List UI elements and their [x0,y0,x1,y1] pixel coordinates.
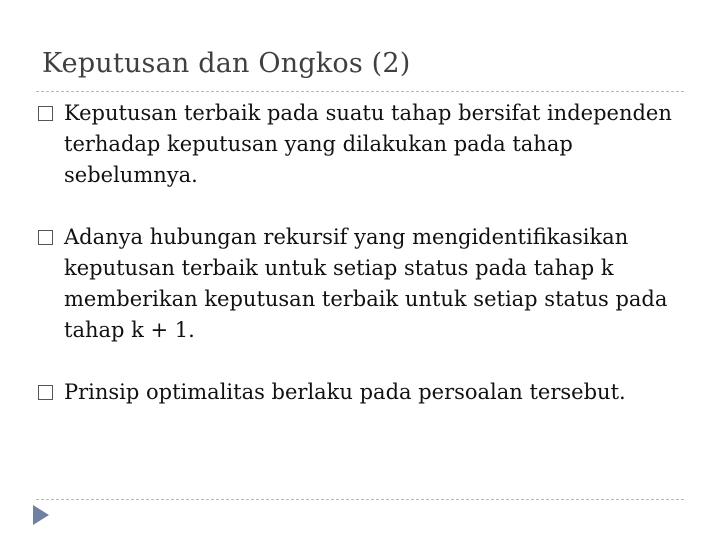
bullet-item [36,222,696,346]
bullet-text: Adanya hubungan rekursif yang mengidentifikasikan keputusan terbaik untuk setiap status pada tahap k memberikan keputusan terbaik untuk setiap status pada tahap k + 1. [64,225,668,342]
bullet-text: Keputusan terbaik pada suatu tahap bersifat independen terhadap keputusan yang dilakukan pada tahap sebelumnya. [64,101,672,187]
bullet-item [36,377,696,408]
bullet-item [36,98,696,191]
square-bullet-icon [38,106,53,121]
square-bullet-icon [38,385,53,400]
bullet-list [36,98,696,408]
play-triangle-icon[interactable] [33,505,49,525]
slide-title: Keputusan dan Ongkos (2) [42,48,411,79]
bullet-text: Prinsip optimalitas berlaku pada persoalan tersebut. [64,380,626,404]
footer-divider [36,499,684,500]
square-bullet-icon [38,230,53,245]
title-divider [36,91,684,92]
